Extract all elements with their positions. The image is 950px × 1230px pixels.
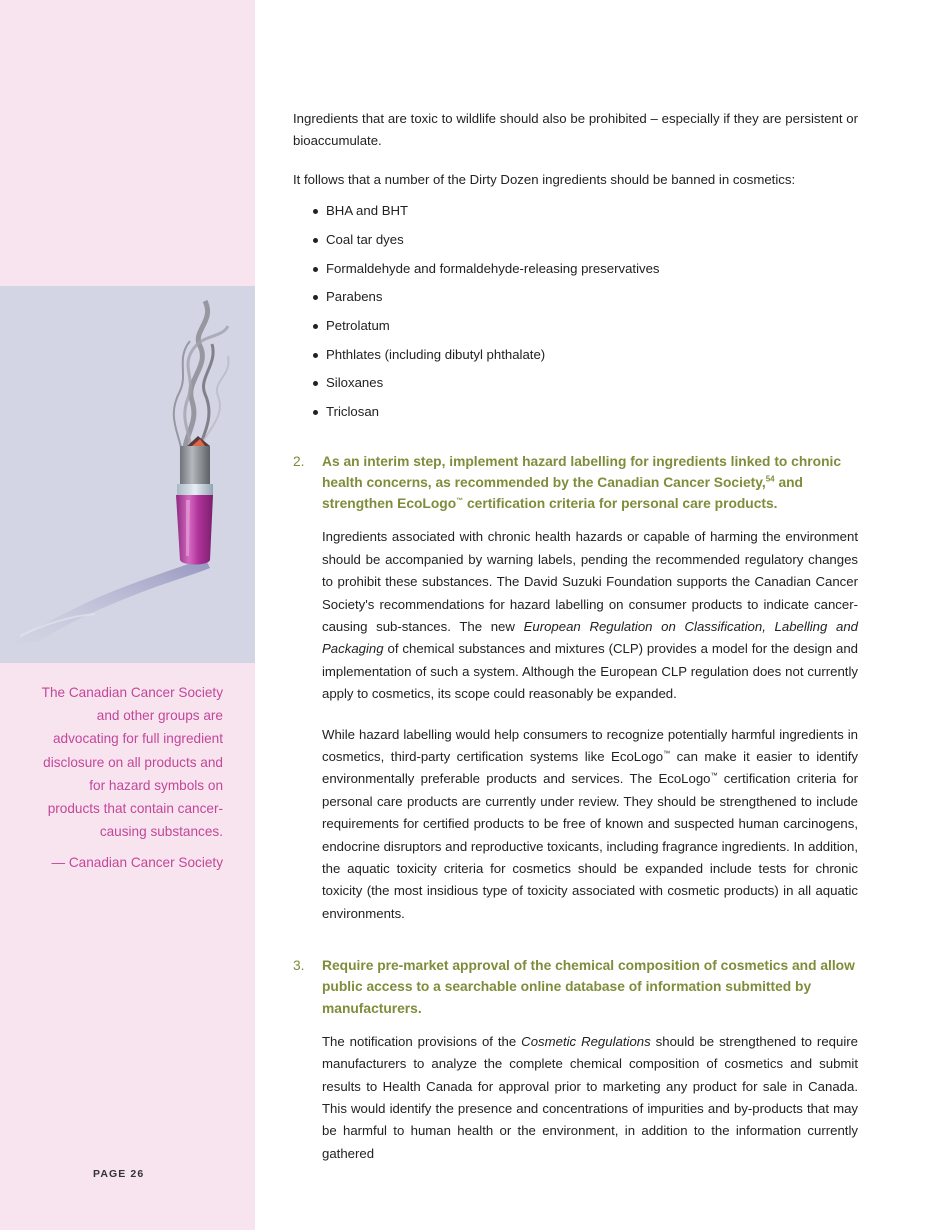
list-item: Phthlates (including dibutyl phthalate) <box>293 341 858 370</box>
list-item: Formaldehyde and formaldehyde-releasing preservatives <box>293 255 858 284</box>
follows-paragraph: It follows that a number of the Dirty Dozen ingredients should be banned in cosmetics: <box>293 171 796 187</box>
lipstick-illustration <box>0 286 255 663</box>
list-item: Parabens <box>293 283 858 312</box>
sidebar <box>0 0 255 1230</box>
recommendation-heading: As an interim step, implement hazard labelling for ingredients linked to chronic health concerns, as recommended by the Canadian Cancer Society,$^{54}$ and strengthen EcoLogo™ certification criteria for personal care products. <box>322 453 842 512</box>
trademark-symbol: ™ <box>456 497 464 505</box>
footnote-ref: 54 <box>765 474 775 484</box>
list-item: Petrolatum <box>293 312 858 341</box>
lipstick-tube <box>176 495 213 565</box>
banned-ingredients-list <box>293 197 858 427</box>
intro-paragraph: Ingredients that are toxic to wildlife should also be prohibited – especially if they are persistent or bioaccumulate. <box>293 111 858 149</box>
lipstick-band <box>177 484 213 496</box>
recommendation-heading: Require pre-market approval of the chemical composition of cosmetics and allow public access to a searchable online database of information submitted by manufacturers. <box>322 958 855 1016</box>
recommendation-3 <box>293 955 858 1165</box>
recommendation-2 <box>293 451 858 926</box>
lipstick-shadow <box>10 558 210 646</box>
pull-quote-text: The Canadian Cancer Society and other groups are advocating for full ingredient disclosure on all products and for hazard symbols on products that contain cancer-causing substances. <box>41 685 223 840</box>
page-number: PAGE 26 <box>93 1168 145 1180</box>
main-content <box>293 108 858 1165</box>
body-paragraph: The notification provisions of the Cosmetic Regulations should be strengthened to require manufacturers to analyze the complete chemical composition of cosmetics and submit results to Health Canada for approval prior to marketing any product for sale in Canada. This would identify the presence and concentrations of impurities and by-products that may be harmful to human health or the environment, in addition to the information currently gathered <box>322 1033 858 1161</box>
list-item: Triclosan <box>293 398 858 427</box>
pull-quote <box>40 681 223 875</box>
list-item: BHA and BHT <box>293 197 858 226</box>
recommendation-number: 2. <box>293 453 305 469</box>
recommendation-number: 3. <box>293 958 305 974</box>
trademark-symbol: ™ <box>663 750 671 758</box>
body-paragraph: While hazard labelling would help consumers to recognize potentially harmful ingredients in cosmetics, third-party certification systems like EcoLogo™ can make it easier to identify environmentally preferable products and services. The EcoLogo™ certification criteria for personal care products are currently under review. They should be strengthened to include requirements for certified products to be free of known and suspected human carcinogens, endocrine disruptors and reproductive toxicants, including fragrance ingredients. In addition, the aquatic toxicity criteria for cosmetics should be expanded include tests for chronic toxicity (the most insidious type of toxicity associated with cosmetic products) in all aquatic environments. <box>322 726 859 921</box>
list-item: Coal tar dyes <box>293 226 858 255</box>
body-paragraph: Ingredients associated with chronic health hazards or capable of harming the environment should be accompanied by warning labels, pending the recommended regulatory changes to prohibit these substances. The David Suzuki Foundation supports the Canadian Cancer Society's recommendations for hazard labelling on consumer products to indicate cancer-causing sub-stances. The new European Regulation on Classification, Labelling and Packaging of chemical substances and mixtures (CLP) provides a model for the design and implementation of such a system. Although the European CLP regulation does not currently apply to cosmetics, its scope could reasonably be expanded. <box>322 529 858 702</box>
list-item: Siloxanes <box>293 369 858 398</box>
lipstick-bullet <box>180 446 210 486</box>
smoking-lipstick-icon <box>0 286 255 663</box>
trademark-symbol: ™ <box>710 773 718 780</box>
pull-quote-attribution: — Canadian Cancer Society <box>51 855 223 871</box>
